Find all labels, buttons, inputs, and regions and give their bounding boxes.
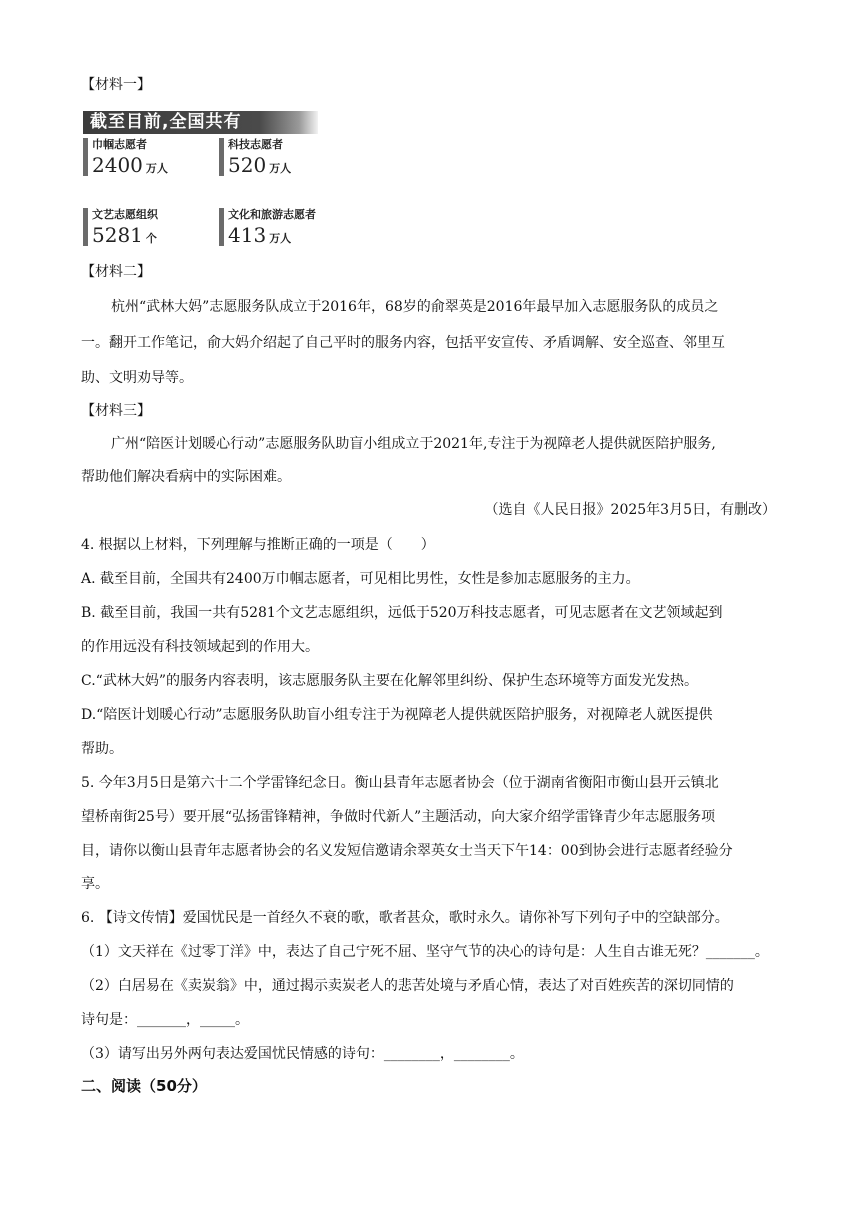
material2-heading: 【材料二】 — [81, 264, 151, 280]
volunteer-stats-infographic — [83, 111, 353, 251]
q6-item-3: （3）请写出另外两句表达爱国忧民情感的诗句：________，________。 — [81, 1046, 524, 1062]
material3-line: 帮助他们解决看病中的实际困难。 — [81, 469, 291, 485]
stat-bar — [219, 138, 224, 176]
q4-option-b-cont: 的作用远没有科技领域起到的作用大。 — [81, 639, 319, 655]
q4-stem: 4. 根据以上材料，下列理解与推断正确的一项是（ ） — [81, 537, 435, 553]
material2-line: 助、文明劝导等。 — [81, 370, 193, 386]
material3-heading: 【材料三】 — [81, 403, 151, 419]
stat-value: 413 万人 — [228, 223, 292, 247]
q4-option-b: B. 截至目前，我国一共有5281个文艺志愿组织，远低于520万科技志愿者，可见志愿者在文艺领域起到 — [81, 605, 723, 621]
q5-line: 目，请你以衡山县青年志愿者协会的名义发短信邀请余翠英女士当天下午14：00到协会进行志愿者经验分 — [81, 843, 733, 859]
q5-line: 享。 — [81, 876, 109, 892]
stat-label: 科技志愿者 — [228, 138, 283, 151]
q6-item-1: （1）文天祥在《过零丁洋》中，表达了自己宁死不屈、坚守气节的决心的诗句是：人生自古谁无死？_______。 — [81, 944, 769, 960]
stat-bar — [83, 138, 88, 176]
stat-bar — [219, 208, 224, 246]
stat-value: 5281 个 — [92, 223, 157, 247]
source-citation: （选自《人民日报》2025年3月5日，有删改） — [484, 502, 776, 518]
q4-option-d: D.“陪医计划暖心行动”志愿服务队助盲小组专注于为视障老人提供就医陪护服务，对视障老人就医提供 — [81, 707, 713, 723]
q6-item-2-cont: 诗句是：_______，_____。 — [81, 1012, 249, 1028]
stat-bar — [83, 208, 88, 246]
material3-line: 广州“陪医计划暖心行动”志愿服务队助盲小组成立于2021年,专注于为视障老人提供就医陪护服务, — [111, 436, 716, 452]
q4-option-a: A. 截至目前，全国共有2400万巾帼志愿者，可见相比男性，女性是参加志愿服务的主力。 — [81, 571, 640, 587]
stat-label: 文艺志愿组织 — [92, 208, 158, 221]
stat-value: 2400 万人 — [92, 153, 168, 177]
q6-item-2: （2）白居易在《卖炭翁》中，通过揭示卖炭老人的悲苦处境与矛盾心情，表达了对百姓疾苦的深切同情的 — [81, 978, 734, 994]
material2-line: 杭州“武林大妈”志愿服务队成立于2016年，68岁的俞翠英是2016年最早加入志愿服务队的成员之 — [111, 299, 719, 315]
q5-line: 5. 今年3月5日是第六十二个学雷锋纪念日。衡山县青年志愿者协会（位于湖南省衡阳市衡山县开云镇北 — [81, 775, 719, 791]
section-heading-reading: 二、阅读（50分） — [81, 1077, 207, 1095]
stat-label: 巾帼志愿者 — [92, 138, 147, 151]
q5-line: 望桥南街25号）要开展“弘扬雷锋精神，争做时代新人”主题活动，向大家介绍学雷锋青少年志愿服务项 — [81, 809, 716, 825]
stat-value: 520 万人 — [228, 153, 292, 177]
q4-option-c: C.“武林大妈”的服务内容表明，该志愿服务队主要在化解邻里纠纷、保护生态环境等方面发光发热。 — [81, 673, 698, 689]
q6-stem: 6. 【诗文传情】爱国忧民是一首经久不衰的歌，歌者甚众，歌时永久。请你补写下列句子中的空缺部分。 — [81, 910, 729, 926]
q4-option-d-cont: 帮助。 — [81, 741, 123, 757]
stat-label: 文化和旅游志愿者 — [228, 208, 316, 221]
infographic-banner: 截至目前,全国共有 — [83, 111, 318, 134]
material2-line: 一。翻开工作笔记，俞大妈介绍起了自己平时的服务内容，包括平安宣传、矛盾调解、安全巡查、邻里互 — [81, 335, 725, 351]
material1-heading: 【材料一】 — [81, 77, 151, 93]
